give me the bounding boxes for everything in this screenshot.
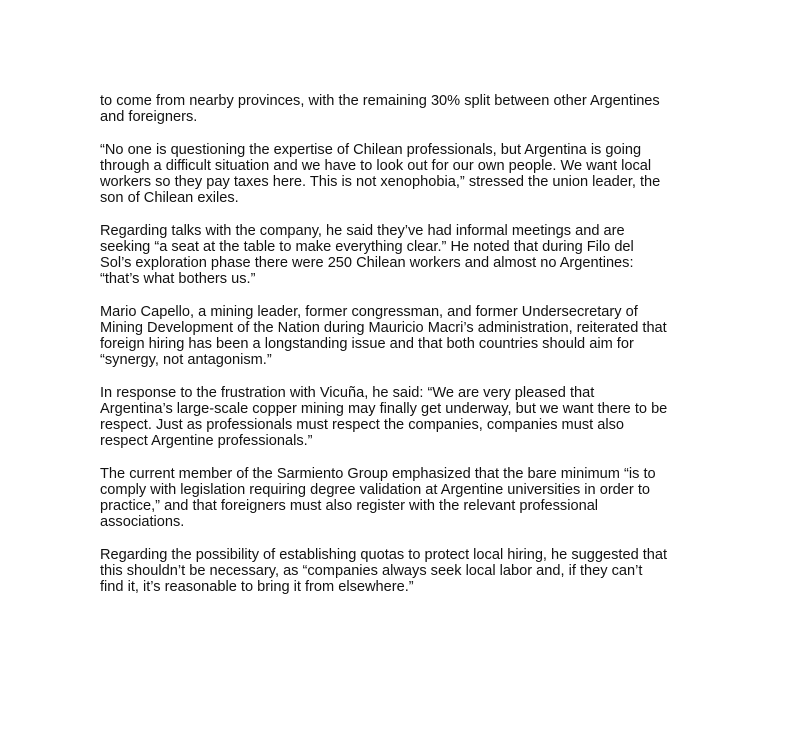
paragraph-1 — [100, 93, 710, 125]
text-line: Sol’s exploration phase there were 250 Chilean workers and almost no Argentines: — [100, 255, 634, 271]
text-line: workers so they pay taxes here. This is not xenophobia,” stressed the union leader, the — [100, 174, 661, 190]
text-line: “No one is questioning the expertise of Chilean professionals, but Argentina is going — [100, 142, 642, 158]
paragraph-2 — [100, 142, 710, 206]
text-line: this shouldn’t be necessary, as “companies always seek local labor and, if they can’t — [100, 563, 643, 579]
text-line: foreign hiring has been a longstanding issue and that both countries should aim for — [100, 336, 634, 352]
text-line: Argentina’s large-scale copper mining may finally get underway, but we want there to be — [100, 401, 668, 417]
text-line: comply with legislation requiring degree validation at Argentine universities in order to — [100, 482, 651, 498]
text-line: Regarding the possibility of establishing quotas to protect local hiring, he suggested that — [100, 547, 668, 563]
paragraph-5 — [100, 385, 710, 449]
text-line: and foreigners. — [100, 109, 198, 125]
document-page — [100, 93, 710, 612]
paragraph-4 — [100, 304, 710, 368]
text-line: In response to the frustration with Vicuña, he said: “We are very pleased that — [100, 385, 595, 401]
text-line: find it, it’s reasonable to bring it from elsewhere.” — [100, 579, 414, 595]
text-line: seeking “a seat at the table to make everything clear.” He noted that during Filo del — [100, 239, 634, 255]
text-line: “that’s what bothers us.” — [100, 271, 256, 287]
text-line: The current member of the Sarmiento Group emphasized that the bare minimum “is to — [100, 466, 656, 482]
paragraph-6 — [100, 466, 710, 530]
text-line: Mario Capello, a mining leader, former congressman, and former Undersecretary of — [100, 304, 638, 320]
text-line: son of Chilean exiles. — [100, 190, 239, 206]
text-line: “synergy, not antagonism.” — [100, 352, 272, 368]
text-line: Mining Development of the Nation during Mauricio Macri’s administration, reiterated that — [100, 320, 667, 336]
text-line: Regarding talks with the company, he said they’ve had informal meetings and are — [100, 223, 625, 239]
text-line: associations. — [100, 514, 185, 530]
text-line: respect Argentine professionals.” — [100, 433, 313, 449]
text-line: practice,” and that foreigners must also register with the relevant professional — [100, 498, 599, 514]
paragraph-7 — [100, 547, 710, 595]
text-line: to come from nearby provinces, with the remaining 30% split between other Argentines — [100, 93, 660, 109]
text-line: through a difficult situation and we have to look out for our own people. We want local — [100, 158, 652, 174]
paragraph-3 — [100, 223, 710, 287]
text-line: respect. Just as professionals must respect the companies, companies must also — [100, 417, 624, 433]
